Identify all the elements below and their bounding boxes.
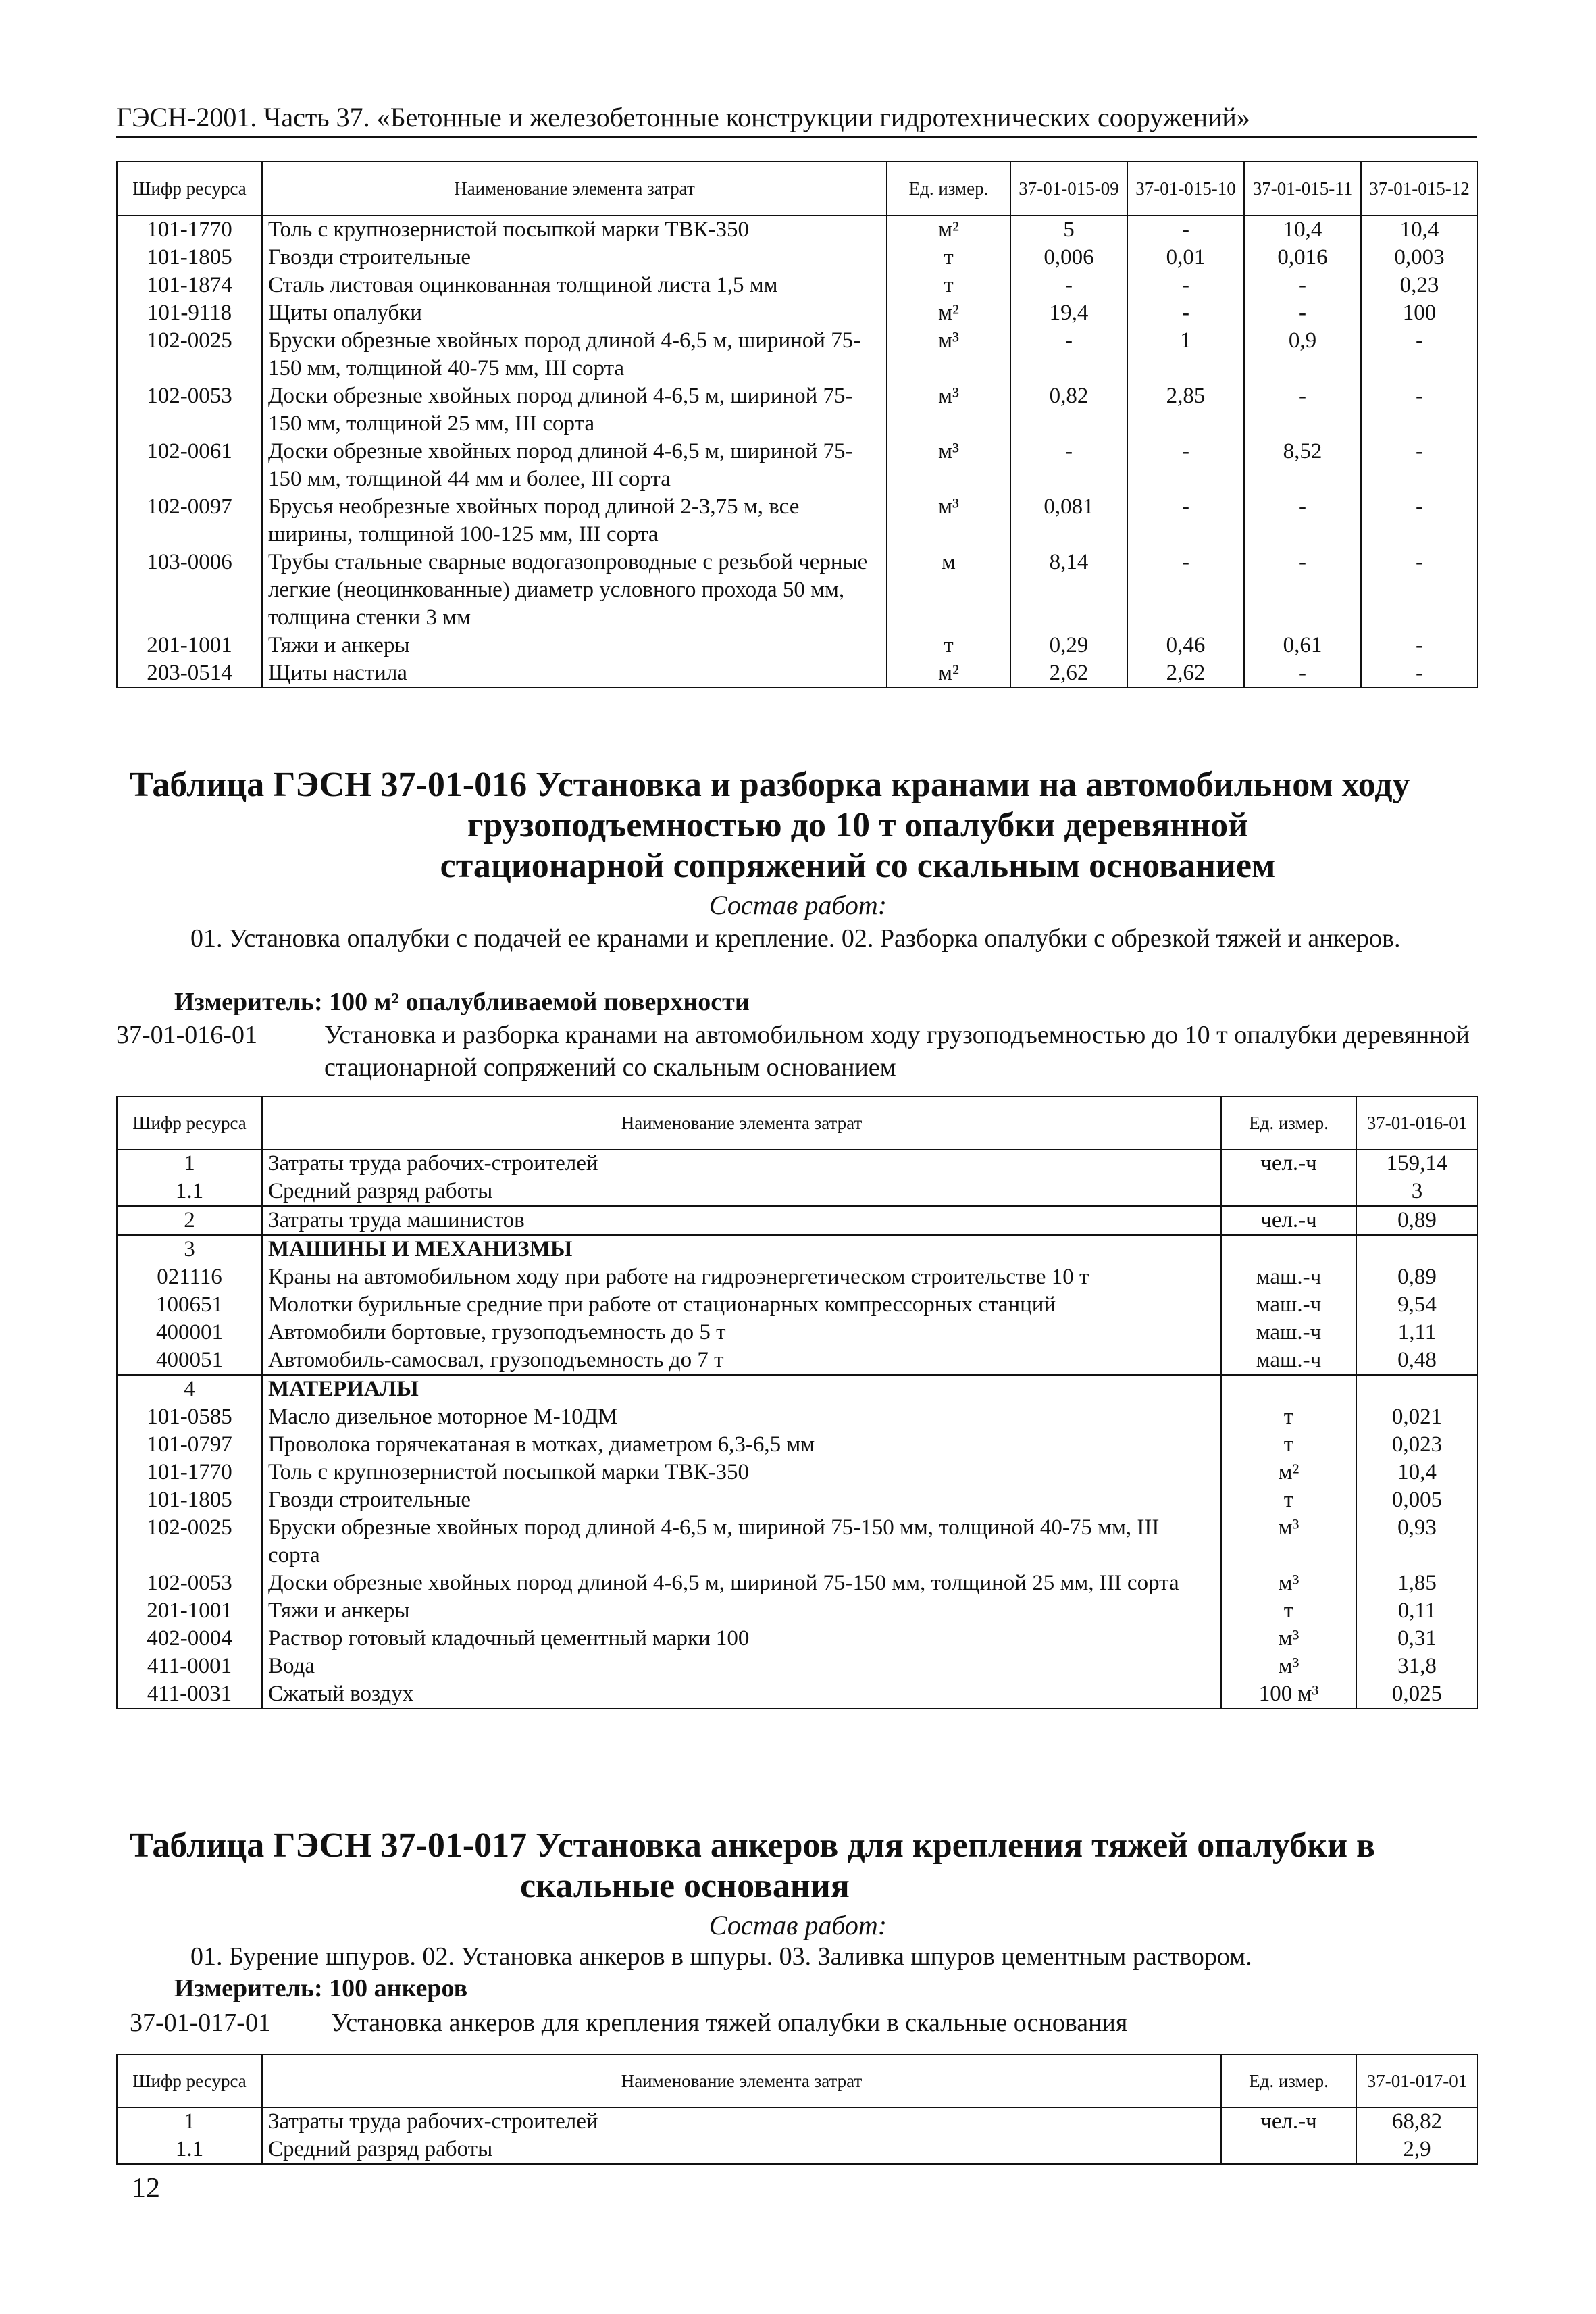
col-header-unit: Ед. измер. <box>887 161 1010 216</box>
resource-code: 203-0514 <box>117 659 262 688</box>
resource-unit: т <box>1221 1403 1356 1431</box>
resource-code: 2 <box>117 1206 262 1235</box>
norm-value: 9,54 <box>1356 1291 1478 1319</box>
norm-value: 3 <box>1356 1178 1478 1206</box>
resource-name: Гвозди строительные <box>262 244 887 272</box>
norm-value: 0,23 <box>1361 272 1478 299</box>
resource-name: Бруски обрезные хвойных пород длиной 4-6,5 м, шириной 75-150 мм, толщиной 40-75 мм, III сорта <box>262 327 887 382</box>
page-number: 12 <box>132 2173 160 2204</box>
col-header-norm: 37-01-017-01 <box>1356 2055 1478 2107</box>
resource-unit <box>1221 1235 1356 1263</box>
resource-name: Тяжи и анкеры <box>262 632 887 659</box>
norm-value: 0,11 <box>1356 1597 1478 1625</box>
norm-value: 100 <box>1361 299 1478 327</box>
norm-value: 1 <box>1127 327 1244 382</box>
norm-value: - <box>1361 632 1478 659</box>
col-header-name: Наименование элемента затрат <box>262 161 887 216</box>
col-header-name: Наименование элемента затрат <box>262 1097 1221 1149</box>
table-row <box>117 1347 1478 1375</box>
norm-code: 37-01-017-01 <box>130 2009 271 2037</box>
table-row <box>117 1653 1478 1680</box>
resource-unit: т <box>887 632 1010 659</box>
col-header-name: Наименование элемента затрат <box>262 2055 1221 2107</box>
resource-code: 101-1805 <box>117 1486 262 1514</box>
norm-value: 68,82 <box>1356 2107 1478 2136</box>
col-header-unit: Ед. измер. <box>1221 1097 1356 1149</box>
resource-name: Сталь листовая оцинкованная толщиной листа 1,5 мм <box>262 272 887 299</box>
norm-value: - <box>1127 299 1244 327</box>
resource-code: 102-0025 <box>117 327 262 382</box>
norm-value: 2,9 <box>1356 2136 1478 2164</box>
norm-value: - <box>1361 549 1478 632</box>
norm-value: 19,4 <box>1010 299 1127 327</box>
resource-code: 102-0053 <box>117 382 262 438</box>
resource-unit: т <box>1221 1486 1356 1514</box>
resource-name: Гвозди строительные <box>262 1486 1221 1514</box>
resource-code: 101-1874 <box>117 272 262 299</box>
norm-value: - <box>1361 327 1478 382</box>
norm-value: - <box>1244 659 1361 688</box>
norm-value: 0,016 <box>1244 244 1361 272</box>
norm-value: 0,89 <box>1356 1206 1478 1235</box>
norm-value: - <box>1010 272 1127 299</box>
resource-name: Бруски обрезные хвойных пород длиной 4-6,5 м, шириной 75-150 мм, толщиной 40-75 мм, III сорта <box>262 1514 1221 1569</box>
table-title-016-line2: грузоподъемностью до 10 т опалубки деревянной <box>467 806 1249 845</box>
resource-name: Средний разряд работы <box>262 1178 1221 1206</box>
table-row <box>117 272 1478 299</box>
resource-name: Доски обрезные хвойных пород длиной 4-6,5 м, шириной 75-150 мм, толщиной 44 мм и более, III сорта <box>262 438 887 493</box>
table-row <box>117 299 1478 327</box>
resource-name: Сжатый воздух <box>262 1680 1221 1709</box>
resource-unit: т <box>887 272 1010 299</box>
resource-unit: м³ <box>1221 1653 1356 1680</box>
table-row <box>117 438 1478 493</box>
resource-unit: м³ <box>1221 1569 1356 1597</box>
section-heading: МАШИНЫ И МЕХАНИЗМЫ <box>262 1235 1221 1263</box>
resource-name: Молотки бурильные средние при работе от стационарных компрессорных станций <box>262 1291 1221 1319</box>
resource-name: Трубы стальные сварные водогазопроводные с резьбой черные легкие (неоцинкованные) диаметр условного прохода 50 мм, толщина стенки 3 мм <box>262 549 887 632</box>
measure-unit: Измеритель: 100 м² опалубливаемой поверхности <box>174 988 750 1016</box>
norm-value: - <box>1010 327 1127 382</box>
resource-code: 101-1770 <box>117 1459 262 1486</box>
table-row <box>117 2136 1478 2164</box>
norm-value: 0,89 <box>1356 1263 1478 1291</box>
table-row <box>117 2107 1478 2136</box>
table-row <box>117 216 1478 244</box>
table-row <box>117 1291 1478 1319</box>
table-row <box>117 493 1478 549</box>
resource-table-015 <box>116 161 1478 688</box>
table-row <box>117 327 1478 382</box>
resource-unit: м² <box>887 659 1010 688</box>
norm-value: - <box>1127 493 1244 549</box>
norm-value: 0,9 <box>1244 327 1361 382</box>
norm-value: - <box>1361 659 1478 688</box>
resource-unit: м² <box>887 216 1010 244</box>
resource-name: Толь с крупнозернистой посыпкой марки ТВК-350 <box>262 1459 1221 1486</box>
norm-value: 0,006 <box>1010 244 1127 272</box>
resource-code: 102-0025 <box>117 1514 262 1569</box>
resource-unit: м² <box>887 299 1010 327</box>
resource-code: 400051 <box>117 1347 262 1375</box>
norm-value: 1,11 <box>1356 1319 1478 1347</box>
norm-value: - <box>1127 549 1244 632</box>
work-composition-text: 01. Бурение шпуров. 02. Установка анкеров в шпуры. 03. Заливка шпуров цементным раствором. <box>190 1942 1252 1971</box>
norm-value: 159,14 <box>1356 1149 1478 1178</box>
table-title-016-line1: Таблица ГЭСН 37-01-016 Установка и разборка кранами на автомобильном ходу <box>130 765 1410 804</box>
work-composition-label: Состав работ: <box>709 890 887 920</box>
col-header-code: Шифр ресурса <box>117 161 262 216</box>
table-row <box>117 1597 1478 1625</box>
table-row <box>117 244 1478 272</box>
resource-code: 400001 <box>117 1319 262 1347</box>
resource-code: 1 <box>117 2107 262 2136</box>
resource-name: Проволока горячекатаная в мотках, диаметром 6,3-6,5 мм <box>262 1431 1221 1459</box>
resource-name: Толь с крупнозернистой посыпкой марки ТВК-350 <box>262 216 887 244</box>
resource-code: 100651 <box>117 1291 262 1319</box>
running-header: ГЭСН-2001. Часть 37. «Бетонные и железобетонные конструкции гидротехнических сооружений» <box>116 101 1477 138</box>
resource-unit: чел.-ч <box>1221 1149 1356 1178</box>
table-row <box>117 1149 1478 1178</box>
section-heading: МАТЕРИАЛЫ <box>262 1375 1221 1403</box>
resource-code: 101-1805 <box>117 244 262 272</box>
norm-value: - <box>1010 438 1127 493</box>
resource-code: 1.1 <box>117 1178 262 1206</box>
resource-name: Автомобиль-самосвал, грузоподъемность до 7 т <box>262 1347 1221 1375</box>
table-row <box>117 1375 1478 1403</box>
resource-unit: чел.-ч <box>1221 1206 1356 1235</box>
norm-value: 10,4 <box>1361 216 1478 244</box>
resource-unit <box>1221 1178 1356 1206</box>
resource-unit: маш.-ч <box>1221 1347 1356 1375</box>
resource-code: 201-1001 <box>117 1597 262 1625</box>
resource-unit: м³ <box>1221 1514 1356 1569</box>
resource-code: 411-0031 <box>117 1680 262 1709</box>
resource-table-016 <box>116 1096 1478 1709</box>
norm-value: 0,005 <box>1356 1486 1478 1514</box>
resource-code: 3 <box>117 1235 262 1263</box>
resource-code: 102-0053 <box>117 1569 262 1597</box>
resource-unit: маш.-ч <box>1221 1291 1356 1319</box>
norm-value: - <box>1244 382 1361 438</box>
resource-name: Затраты труда рабочих-строителей <box>262 2107 1221 2136</box>
table-title-017-line1: Таблица ГЭСН 37-01-017 Установка анкеров для крепления тяжей опалубки в <box>130 1826 1376 1865</box>
col-header-norm: 37-01-015-12 <box>1361 161 1478 216</box>
resource-code: 101-0585 <box>117 1403 262 1431</box>
resource-unit: м³ <box>887 493 1010 549</box>
table-row <box>117 1263 1478 1291</box>
norm-value: - <box>1127 216 1244 244</box>
norm-value: - <box>1244 493 1361 549</box>
resource-name: Щиты опалубки <box>262 299 887 327</box>
norm-value: 0,29 <box>1010 632 1127 659</box>
norm-value: - <box>1361 438 1478 493</box>
norm-value: 0,023 <box>1356 1431 1478 1459</box>
measure-unit: Измеритель: 100 анкеров <box>174 1974 468 2003</box>
resource-unit: 100 м³ <box>1221 1680 1356 1709</box>
resource-unit <box>1221 2136 1356 2164</box>
resource-unit: чел.-ч <box>1221 2107 1356 2136</box>
table-row <box>117 1235 1478 1263</box>
resource-name: Тяжи и анкеры <box>262 1597 1221 1625</box>
norm-value: 1,85 <box>1356 1569 1478 1597</box>
resource-name: Автомобили бортовые, грузоподъемность до 5 т <box>262 1319 1221 1347</box>
norm-value: 0,82 <box>1010 382 1127 438</box>
col-header-code: Шифр ресурса <box>117 1097 262 1149</box>
resource-name: Затраты труда машинистов <box>262 1206 1221 1235</box>
resource-table-017 <box>116 2054 1478 2165</box>
resource-unit <box>1221 1375 1356 1403</box>
resource-unit: м³ <box>887 382 1010 438</box>
resource-code: 1 <box>117 1149 262 1178</box>
norm-value: 31,8 <box>1356 1653 1478 1680</box>
resource-name: Щиты настила <box>262 659 887 688</box>
resource-code: 411-0001 <box>117 1653 262 1680</box>
norm-value: 5 <box>1010 216 1127 244</box>
table-row <box>117 1206 1478 1235</box>
table-row <box>117 1178 1478 1206</box>
norm-value: 0,081 <box>1010 493 1127 549</box>
norm-value: - <box>1244 549 1361 632</box>
norm-value: 2,62 <box>1127 659 1244 688</box>
norm-value: 0,025 <box>1356 1680 1478 1709</box>
norm-value: 0,021 <box>1356 1403 1478 1431</box>
norm-value: 10,4 <box>1244 216 1361 244</box>
resource-code: 101-9118 <box>117 299 262 327</box>
table-title-017-line2: скальные основания <box>520 1867 850 1905</box>
table-row <box>117 1486 1478 1514</box>
resource-unit: т <box>1221 1597 1356 1625</box>
resource-name: Раствор готовый кладочный цементный марки 100 <box>262 1625 1221 1653</box>
norm-value <box>1356 1235 1478 1263</box>
resource-unit: м³ <box>887 327 1010 382</box>
col-header-norm: 37-01-015-10 <box>1127 161 1244 216</box>
norm-value: 8,14 <box>1010 549 1127 632</box>
norm-value: - <box>1361 382 1478 438</box>
norm-code: 37-01-016-01 <box>116 1021 257 1049</box>
resource-code: 4 <box>117 1375 262 1403</box>
resource-name: Затраты труда рабочих-строителей <box>262 1149 1221 1178</box>
norm-description: Установка анкеров для крепления тяжей опалубки в скальные основания <box>331 2009 1128 2037</box>
resource-unit: м² <box>1221 1459 1356 1486</box>
norm-value: - <box>1244 272 1361 299</box>
norm-description: Установка и разборка кранами на автомобильном ходу грузоподъемностью до 10 т опалубки деревянной стационарной сопряжений со скальным основанием <box>324 1021 1470 1082</box>
table-row <box>117 1403 1478 1431</box>
resource-code: 402-0004 <box>117 1625 262 1653</box>
resource-name: Вода <box>262 1653 1221 1680</box>
resource-unit: м³ <box>887 438 1010 493</box>
table-row <box>117 1625 1478 1653</box>
col-header-code: Шифр ресурса <box>117 2055 262 2107</box>
col-header-norm: 37-01-015-11 <box>1244 161 1361 216</box>
norm-value: 0,61 <box>1244 632 1361 659</box>
table-row <box>117 1514 1478 1569</box>
resource-name: Доски обрезные хвойных пород длиной 4-6,5 м, шириной 75-150 мм, толщиной 25 мм, III сорта <box>262 382 887 438</box>
resource-code: 101-0797 <box>117 1431 262 1459</box>
resource-unit: т <box>1221 1431 1356 1459</box>
table-row <box>117 659 1478 688</box>
resource-name: Брусья необрезные хвойных пород длиной 2-3,75 м, все ширины, толщиной 100-125 мм, III сорта <box>262 493 887 549</box>
resource-unit: маш.-ч <box>1221 1263 1356 1291</box>
col-header-norm: 37-01-015-09 <box>1010 161 1127 216</box>
table-title-016-line3: стационарной сопряжений со скальным основанием <box>440 847 1276 885</box>
table-row <box>117 382 1478 438</box>
resource-code: 101-1770 <box>117 216 262 244</box>
norm-value: 2,62 <box>1010 659 1127 688</box>
resource-name: Масло дизельное моторное М-10ДМ <box>262 1403 1221 1431</box>
table-row <box>117 1431 1478 1459</box>
norm-value: 0,31 <box>1356 1625 1478 1653</box>
table-row <box>117 1319 1478 1347</box>
work-composition-label: Состав работ: <box>709 1910 887 1940</box>
col-header-norm: 37-01-016-01 <box>1356 1097 1478 1149</box>
norm-value: 0,01 <box>1127 244 1244 272</box>
work-composition-text: 01. Установка опалубки с подачей ее кранами и крепление. 02. Разборка опалубки с обрезкой тяжей и анкеров. <box>190 924 1401 953</box>
resource-unit: м³ <box>1221 1625 1356 1653</box>
resource-code: 103-0006 <box>117 549 262 632</box>
norm-value: - <box>1127 272 1244 299</box>
norm-value: 8,52 <box>1244 438 1361 493</box>
resource-code: 201-1001 <box>117 632 262 659</box>
norm-value: 0,48 <box>1356 1347 1478 1375</box>
norm-value: - <box>1127 438 1244 493</box>
norm-value: - <box>1361 493 1478 549</box>
norm-value: 0,003 <box>1361 244 1478 272</box>
table-row <box>117 1680 1478 1709</box>
resource-name: Доски обрезные хвойных пород длиной 4-6,5 м, шириной 75-150 мм, толщиной 25 мм, III сорта <box>262 1569 1221 1597</box>
norm-value: 2,85 <box>1127 382 1244 438</box>
table-row <box>117 1459 1478 1486</box>
col-header-unit: Ед. измер. <box>1221 2055 1356 2107</box>
resource-unit: т <box>887 244 1010 272</box>
resource-code: 1.1 <box>117 2136 262 2164</box>
table-row <box>117 549 1478 632</box>
resource-unit: м <box>887 549 1010 632</box>
norm-value: 10,4 <box>1356 1459 1478 1486</box>
resource-name: Краны на автомобильном ходу при работе на гидроэнергетическом строительстве 10 т <box>262 1263 1221 1291</box>
resource-code: 021116 <box>117 1263 262 1291</box>
norm-value <box>1356 1375 1478 1403</box>
norm-value: - <box>1244 299 1361 327</box>
resource-name: Средний разряд работы <box>262 2136 1221 2164</box>
table-row <box>117 632 1478 659</box>
norm-value: 0,93 <box>1356 1514 1478 1569</box>
resource-unit: маш.-ч <box>1221 1319 1356 1347</box>
resource-code: 102-0097 <box>117 493 262 549</box>
table-row <box>117 1569 1478 1597</box>
norm-value: 0,46 <box>1127 632 1244 659</box>
resource-code: 102-0061 <box>117 438 262 493</box>
